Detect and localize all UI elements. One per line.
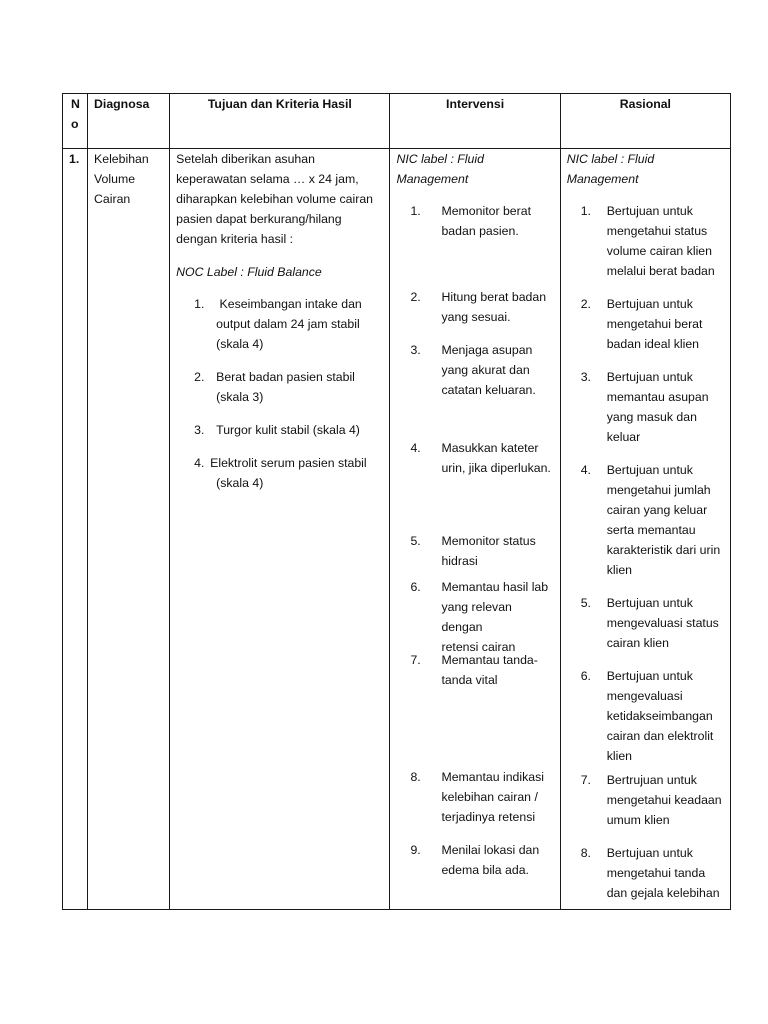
nic-label-line: NIC label : Fluid <box>396 152 484 166</box>
rasional-item <box>567 593 726 653</box>
intervensi-item-line: edema bila ada. <box>441 863 529 877</box>
criteria-item <box>176 453 385 493</box>
rasional-item-line: umum klien <box>606 813 670 827</box>
intervensi-item-number: 4. <box>410 441 421 455</box>
rasional-item-number: 3. <box>580 370 591 384</box>
rasional-item <box>567 201 726 281</box>
tujuan-intro-line: dengan kriteria hasil : <box>176 232 294 246</box>
row-number: 1. <box>63 149 88 910</box>
intervensi-item-line: Memantau indikasi <box>441 770 544 784</box>
header-intervensi: Intervensi <box>390 94 560 149</box>
rasional-item-number: 8. <box>580 846 591 860</box>
intervensi-item-line: yang akurat dan <box>441 363 530 377</box>
rasional-item-line: mengetahui status <box>606 224 708 238</box>
intervensi-item-line: badan pasien. <box>441 224 519 238</box>
header-no-line2: o <box>71 117 79 131</box>
header-diagnosa: Diagnosa <box>88 94 170 149</box>
rasional-item-line: Bertujuan untuk <box>606 596 693 610</box>
rasional-item <box>567 770 726 830</box>
nic-label-line: Management <box>566 172 639 186</box>
intervensi-item-line: Menilai lokasi dan <box>441 843 540 857</box>
intervensi-item-number: 2. <box>410 290 421 304</box>
criteria-line: Berat badan pasien stabil <box>216 370 355 384</box>
criteria-line: output dalam 24 jam stabil <box>216 317 360 331</box>
tujuan-intro-line: pasien dapat berkurang/hilang <box>176 212 342 226</box>
rasional-item-line: klien <box>606 749 633 763</box>
table-row <box>63 149 731 910</box>
rasional-item <box>567 666 726 766</box>
intervensi-item <box>396 767 555 827</box>
intervensi-item-line: terjadinya retensi <box>441 810 536 824</box>
header-tujuan: Tujuan dan Kriteria Hasil <box>170 94 390 149</box>
intervensi-item-number: 1. <box>410 204 421 218</box>
tujuan-cell <box>170 149 390 910</box>
criteria-item <box>176 420 385 440</box>
intervensi-item <box>396 340 555 400</box>
diagnosa-line: Cairan <box>94 192 131 206</box>
rasional-item-line: Bertujuan untuk <box>606 370 693 384</box>
rasional-item-number: 7. <box>580 773 591 787</box>
nic-label-line: Management <box>396 172 469 186</box>
intervensi-item-number: 5. <box>410 534 421 548</box>
intervensi-item-number: 3. <box>410 343 421 357</box>
rasional-item <box>567 294 726 354</box>
noc-label: NOC Label : Fluid Balance <box>176 265 322 279</box>
rasional-item <box>567 367 726 447</box>
rasional-item-line: melalui berat badan <box>606 264 715 278</box>
intervensi-item-line: Memantau hasil lab <box>441 580 549 594</box>
tujuan-intro-line: Setelah diberikan asuhan <box>176 152 315 166</box>
rasional-item-line: Bertujuan untuk <box>606 669 693 683</box>
intervensi-item-number: 8. <box>410 770 421 784</box>
rasional-item-line: keluar <box>606 430 641 444</box>
intervensi-item-line: kelebihan cairan / <box>441 790 538 804</box>
intervensi-item <box>396 531 555 571</box>
rasional-item-line: mengevaluasi status <box>606 616 719 630</box>
intervensi-item-line: Hitung berat badan <box>441 290 547 304</box>
rasional-item-line: Bertrujuan untuk <box>606 773 697 787</box>
rasional-item-line: cairan dan elektrolit <box>606 729 714 743</box>
intervensi-item-line: Masukkan kateter <box>441 441 539 455</box>
criteria-number: 2. <box>194 370 205 384</box>
tujuan-intro-line: diharapkan kelebihan volume cairan <box>176 192 374 206</box>
criteria-line: (skala 4) <box>216 476 264 490</box>
intervensi-item <box>396 438 555 478</box>
header-row <box>63 94 731 149</box>
rasional-item-number: 6. <box>580 669 591 683</box>
intervensi-item-line: catatan keluaran. <box>441 383 536 397</box>
rasional-item-line: klien <box>606 563 633 577</box>
rasional-item-line: karakteristik dari urin <box>606 543 721 557</box>
criteria-line: Turgor kulit stabil (skala 4) <box>216 423 360 437</box>
criteria-list <box>176 294 385 493</box>
criteria-number: 1. <box>194 297 205 311</box>
rasional-item-line: Bertujuan untuk <box>606 463 693 477</box>
intervensi-item-number: 7. <box>410 653 421 667</box>
rasional-item-line: ketidakseimbangan <box>606 709 713 723</box>
rasional-item <box>567 460 726 580</box>
intervensi-item-line: Memantau tanda- <box>441 653 538 667</box>
criteria-line: (skala 4) <box>216 337 264 351</box>
intervensi-item-line: tanda vital <box>441 673 498 687</box>
nursing-care-plan-table <box>62 93 731 910</box>
rasional-item-line: mengetahui jumlah <box>606 483 711 497</box>
rasional-item-line: Bertujuan untuk <box>606 846 693 860</box>
intervensi-item-line: Menjaga asupan <box>441 343 533 357</box>
rasional-cell <box>560 149 730 910</box>
criteria-number: 3. <box>194 423 205 437</box>
rasional-item-line: serta memantau <box>606 523 696 537</box>
criteria-line: Elektrolit serum pasien stabil <box>210 456 367 470</box>
tujuan-intro-line: keperawatan selama … x 24 jam, <box>176 172 359 186</box>
rasional-item-line: mengetahui berat <box>606 317 703 331</box>
rasional-item-number: 1. <box>580 204 591 218</box>
rasional-item-number: 4. <box>580 463 591 477</box>
intervensi-item <box>396 577 555 657</box>
header-no <box>63 94 88 149</box>
criteria-line: (skala 3) <box>216 390 264 404</box>
rasional-item-line: badan ideal klien <box>606 337 700 351</box>
criteria-item <box>176 367 385 407</box>
rasional-item-line: mengetahui tanda <box>606 866 706 880</box>
rasional-item-line: Bertujuan untuk <box>606 204 693 218</box>
header-no-line1: N <box>71 97 80 111</box>
rasional-item-number: 2. <box>580 297 591 311</box>
intervensi-item-number: 6. <box>410 580 421 594</box>
intervensi-item-line: hidrasi <box>441 554 478 568</box>
intervensi-item-line: yang sesuai. <box>441 310 511 324</box>
intervensi-item-line: retensi cairan <box>441 640 516 654</box>
nic-label-line: NIC label : Fluid <box>566 152 655 166</box>
rasional-item-line: cairan yang keluar <box>606 503 708 517</box>
intervensi-item <box>396 840 555 880</box>
rasional-item-line: dan gejala kelebihan <box>606 886 720 900</box>
criteria-number: 4. <box>194 456 205 470</box>
rasional-item-line: Bertujuan untuk <box>606 297 693 311</box>
rasional-item-line: mengevaluasi <box>606 689 683 703</box>
rasional-item-number: 5. <box>580 596 591 610</box>
intervensi-item <box>396 287 555 327</box>
intervensi-item-line: Memonitor berat <box>441 204 531 218</box>
criteria-line: Keseimbangan intake dan <box>216 297 362 311</box>
criteria-item <box>176 294 385 354</box>
intervensi-cell <box>390 149 560 910</box>
diagnosa-line: Volume <box>94 172 136 186</box>
intervensi-item <box>396 201 555 241</box>
rasional-item-line: volume cairan klien <box>606 244 712 258</box>
rasional-item-line: mengetahui keadaan <box>606 793 722 807</box>
intervensi-item-line: yang relevan dengan <box>441 600 512 634</box>
intervensi-item <box>396 650 555 690</box>
diagnosa-cell <box>88 149 170 910</box>
rasional-item-line: memantau asupan <box>606 390 709 404</box>
diagnosa-line: Kelebihan <box>94 152 149 166</box>
rasional-item-line: cairan klien <box>606 636 669 650</box>
intervensi-item-line: urin, jika diperlukan. <box>441 461 551 475</box>
header-rasional: Rasional <box>560 94 730 149</box>
rasional-item-line: yang masuk dan <box>606 410 697 424</box>
rasional-item <box>567 843 726 903</box>
intervensi-item-number: 9. <box>410 843 421 857</box>
intervensi-item-line: Memonitor status <box>441 534 536 548</box>
